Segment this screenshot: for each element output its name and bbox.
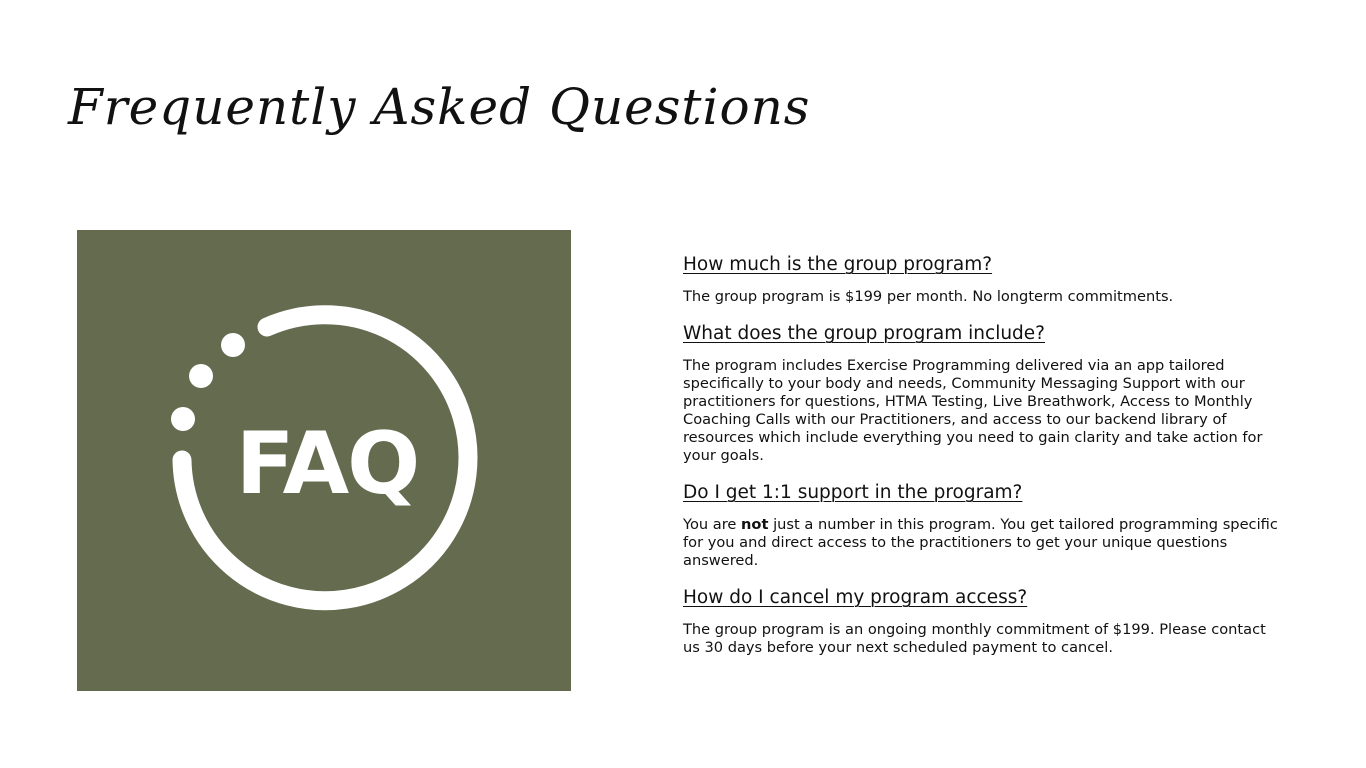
dot-2 xyxy=(189,364,213,388)
dot-1 xyxy=(221,333,245,357)
faq-graphic xyxy=(77,230,571,691)
faq-item xyxy=(683,252,1283,306)
answer-text: just a number in this program. You get tailored programming specific for you and direct access to the practitioners to get your unique questions answered. xyxy=(683,516,1278,569)
faq-answer xyxy=(683,516,1283,570)
faq-circle-icon xyxy=(77,230,571,691)
faq-question: How do I cancel my program access? xyxy=(683,587,1028,608)
faq-label: FAQ xyxy=(235,414,419,514)
faq-list xyxy=(683,252,1283,672)
faq-item xyxy=(683,585,1283,657)
faq-answer: The program includes Exercise Programming delivered via an app tailored specifically to your body and needs, Community Messaging Support with our practitioners for questions, HTMA Testing, Live Breathwork, Access to Monthly Coaching Calls with our Practitioners, and access to our backend library of resources which include everything you need to gain clarity and take action for your goals. xyxy=(683,357,1263,464)
answer-text: You are xyxy=(683,516,742,533)
faq-item xyxy=(683,480,1283,570)
dot-3 xyxy=(171,407,195,431)
answer-emphasis: not xyxy=(741,516,769,533)
faq-question: How much is the group program? xyxy=(683,254,993,275)
faq-question: Do I get 1:1 support in the program? xyxy=(683,482,1023,503)
faq-question: What does the group program include? xyxy=(683,323,1045,344)
faq-answer: The group program is an ongoing monthly commitment of $199. Please contact us 30 days before your next scheduled payment to cancel. xyxy=(683,621,1266,656)
faq-answer: The group program is $199 per month. No longterm commitments. xyxy=(683,288,1174,305)
page-title: Frequently Asked Questions xyxy=(68,78,811,136)
faq-item xyxy=(683,321,1283,465)
